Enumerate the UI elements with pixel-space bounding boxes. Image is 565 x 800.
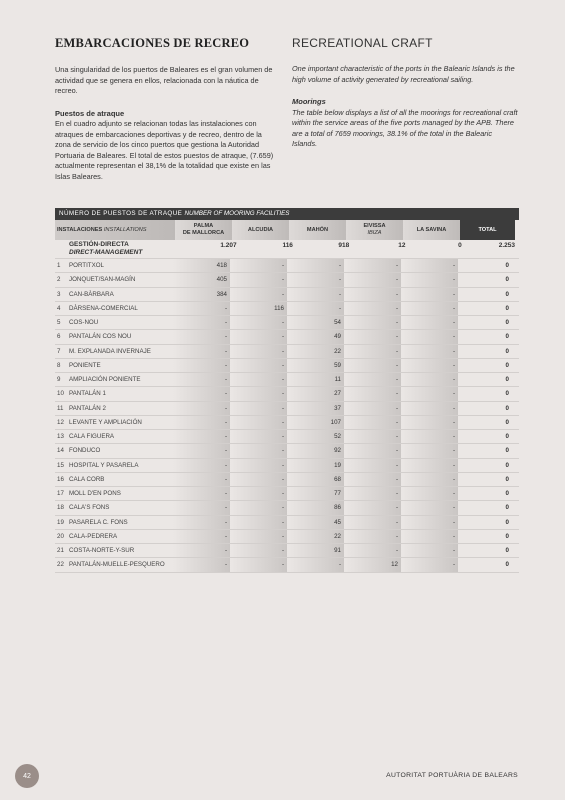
col-alcudia: ALCUDIA [232,220,289,240]
row-installation: PANTALÁN-MUELLE-PESQUERO [69,561,165,569]
cell-alcudia: - [230,259,287,272]
cell-savina: - [401,544,458,557]
cell-total: 0 [505,276,509,284]
col-total: TOTAL [460,220,515,240]
col-mahon: MAHÓN [289,220,346,240]
cell-eivissa: - [344,501,401,514]
cell-total: 0 [505,504,509,512]
cell-palma: - [173,387,230,400]
row-installation: M. EXPLANADA INVERNAJE [69,347,151,355]
row-number: 19 [57,518,64,526]
cell-palma: - [173,402,230,415]
subheading-es: Puestos de atraque [55,108,125,118]
table-row [55,273,519,287]
cell-palma: - [173,444,230,457]
row-number: 2 [57,276,61,284]
table-title [55,208,519,220]
cell-palma: - [173,359,230,372]
table-column-headers [55,220,519,240]
table-row [55,473,519,487]
cell-mahon: 37 [287,402,344,415]
row-number: 12 [57,418,64,426]
cell-mahon: 22 [287,530,344,543]
row-number: 3 [57,290,61,298]
cell-alcudia: - [230,430,287,443]
cell-savina: - [401,501,458,514]
table-row [55,558,519,572]
row-installation: CALA-PEDRERA [69,532,118,540]
cell-savina: - [401,345,458,358]
cell-eivissa: - [344,302,401,315]
table-row [55,430,519,444]
intro-en: One important characteristic of the ports in the Balearic Islands is the high volume of activity generated by recreational sailing. [292,64,515,84]
mgmt-mahon: 918 [338,242,350,249]
row-installation: CALA FIGUERA [69,433,115,441]
title-en: RECREATIONAL CRAFT [292,36,433,50]
cell-eivissa: - [344,316,401,329]
subheading-en: Moorings [292,97,326,106]
cell-savina: - [401,387,458,400]
cell-alcudia: 116 [230,302,287,315]
row-number: 13 [57,433,64,441]
cell-mahon: 11 [287,373,344,386]
cell-savina: - [401,316,458,329]
cell-savina: - [401,359,458,372]
cell-mahon: 59 [287,359,344,372]
cell-total: 0 [505,333,509,341]
cell-palma: - [173,302,230,315]
cell-mahon: - [287,259,344,272]
row-installation: DÀRSENA-COMERCIAL [69,304,138,312]
row-number: 21 [57,547,64,555]
row-installation: PORTITXOL [69,262,104,270]
cell-eivissa: - [344,330,401,343]
row-installation: COS-NOU [69,319,99,327]
cell-eivissa: - [344,259,401,272]
table-title-es: NÚMERO DE PUESTOS DE ATRAQUE [59,210,183,217]
cell-eivissa: - [344,516,401,529]
row-installation: JONQUET/SAN-MAGÍN [69,276,136,284]
cell-palma: 405 [173,273,230,286]
mgmt-total: 2.253 [498,242,516,249]
cell-mahon: 68 [287,473,344,486]
cell-savina: - [401,402,458,415]
intro-es: Una singularidad de los puertos de Baleares es el gran volumen de actividad que se genera en ellos, relacionada con la náutica de recreo. [55,65,273,95]
cell-palma: - [173,516,230,529]
table-row [55,530,519,544]
cell-total: 0 [505,347,509,355]
cell-eivissa: - [344,444,401,457]
cell-mahon: 52 [287,430,344,443]
cell-total: 0 [505,490,509,498]
cell-palma: - [173,345,230,358]
table-row [55,402,519,416]
cell-palma: 418 [173,259,230,272]
table-row [55,288,519,302]
cell-mahon: 45 [287,516,344,529]
row-installation: PONIENTE [69,361,101,369]
table-row [55,359,519,373]
table-row [55,544,519,558]
cell-alcudia: - [230,459,287,472]
cell-mahon: 19 [287,459,344,472]
row-installation: AMPLIACIÓN PONIENTE [69,376,141,384]
cell-palma: - [173,558,230,571]
cell-mahon: 91 [287,544,344,557]
row-number: 18 [57,504,64,512]
cell-savina: - [401,558,458,571]
row-number: 20 [57,532,64,540]
cell-eivissa: - [344,345,401,358]
row-installation: MOLL D'EN PONS [69,490,121,498]
cell-total: 0 [505,290,509,298]
cell-savina: - [401,259,458,272]
row-number: 10 [57,390,64,398]
cell-palma: - [173,373,230,386]
col-palma: PALMA DE MALLORCA [175,220,232,240]
table-row [55,302,519,316]
col-eivissa: EIVISSA IBIZA [346,220,403,240]
body-en: The table below displays a list of all the moorings for recreational craft within the service areas of the five ports managed by the APB. There are a total of 7659 moorings, 38.1% of the total in the Balearic Islands. [292,107,518,148]
cell-alcudia: - [230,345,287,358]
cell-savina: - [401,459,458,472]
row-number: 11 [57,404,64,412]
cell-total: 0 [505,361,509,369]
cell-palma: - [173,416,230,429]
cell-palma: - [173,330,230,343]
cell-eivissa: - [344,416,401,429]
body-es: En el cuadro adjunto se relacionan todas las instalaciones con atraques de embarcaciones deportivas y de recreo, dentro de la zona de servicio de los cinco puertos que gestiona la Autoridad Portuaria de Baleares. El total de estos puestos de atraque, (7.659) actualmente representan el 38,1% de la totalidad que existe en las Islas Baleares. [55,119,274,181]
cell-savina: - [401,288,458,301]
row-number: 22 [57,561,64,569]
cell-alcudia: - [230,558,287,571]
cell-palma: - [173,459,230,472]
cell-alcudia: - [230,416,287,429]
cell-mahon: - [287,302,344,315]
table-row [55,444,519,458]
cell-alcudia: - [230,330,287,343]
cell-alcudia: - [230,316,287,329]
cell-total: 0 [505,561,509,569]
cell-savina: - [401,330,458,343]
mgmt-eivissa: 12 [398,242,406,249]
cell-total: 0 [505,447,509,455]
table-row [55,373,519,387]
cell-mahon: 107 [287,416,344,429]
cell-eivissa: - [344,373,401,386]
table-row [55,516,519,530]
cell-palma: - [173,487,230,500]
row-installation: LEVANTE Y AMPLIACIÓN [69,418,142,426]
row-installation: PANTALÁN COS NOU [69,333,132,341]
row-number: 8 [57,361,61,369]
cell-savina: - [401,302,458,315]
direct-management-row [55,240,519,259]
cell-total: 0 [505,262,509,270]
cell-total: 0 [505,319,509,327]
cell-mahon: 22 [287,345,344,358]
page-number: 42 [15,764,39,788]
cell-alcudia: - [230,359,287,372]
mgmt-savina: 0 [458,242,462,249]
cell-savina: - [401,273,458,286]
english-column [292,36,518,150]
row-number: 4 [57,304,61,312]
row-installation: HOSPITAL Y PASARELA [69,461,139,469]
cell-eivissa: - [344,288,401,301]
col-savina: LA SAVINA [403,220,460,240]
cell-palma: - [173,430,230,443]
cell-alcudia: - [230,444,287,457]
cell-total: 0 [505,433,509,441]
row-number: 9 [57,376,61,384]
col-installations: INSTALACIONES INSTALLATIONS [55,220,175,240]
cell-mahon: 92 [287,444,344,457]
spanish-column [55,36,277,182]
row-installation: PANTALÁN 2 [69,404,106,412]
table-row [55,416,519,430]
cell-eivissa: - [344,387,401,400]
cell-mahon: 77 [287,487,344,500]
cell-alcudia: - [230,402,287,415]
row-installation: PANTALÁN 1 [69,390,106,398]
table-row [55,487,519,501]
row-installation: CALA CORB [69,475,105,483]
cell-eivissa: - [344,544,401,557]
cell-total: 0 [505,547,509,555]
row-number: 1 [57,262,61,270]
cell-total: 0 [505,404,509,412]
cell-total: 0 [505,376,509,384]
cell-mahon: - [287,288,344,301]
moorings-table [55,208,519,573]
cell-alcudia: - [230,487,287,500]
cell-total: 0 [505,475,509,483]
row-number: 14 [57,447,64,455]
cell-eivissa: - [344,402,401,415]
row-installation: CAN-BÀRBARA [69,290,114,298]
cell-savina: - [401,530,458,543]
cell-mahon: 27 [287,387,344,400]
row-number: 16 [57,475,64,483]
cell-savina: - [401,516,458,529]
cell-mahon: - [287,273,344,286]
cell-mahon: 49 [287,330,344,343]
cell-savina: - [401,416,458,429]
cell-mahon: 86 [287,501,344,514]
cell-savina: - [401,487,458,500]
cell-total: 0 [505,532,509,540]
row-number: 7 [57,347,61,355]
cell-mahon: - [287,558,344,571]
cell-total: 0 [505,518,509,526]
cell-alcudia: - [230,501,287,514]
table-row [55,259,519,273]
cell-eivissa: - [344,530,401,543]
row-number: 17 [57,490,64,498]
cell-eivissa: - [344,359,401,372]
row-number: 6 [57,333,61,341]
cell-palma: 384 [173,288,230,301]
cell-total: 0 [505,390,509,398]
cell-eivissa: - [344,459,401,472]
mgmt-alcudia: 116 [282,242,293,249]
cell-palma: - [173,530,230,543]
cell-mahon: 54 [287,316,344,329]
cell-alcudia: - [230,373,287,386]
row-installation: COSTA-NORTE-Y-SUR [69,547,135,555]
cell-alcudia: - [230,544,287,557]
title-es: EMBARCACIONES DE RECREO [55,36,250,50]
cell-total: 0 [505,304,509,312]
cell-alcudia: - [230,273,287,286]
cell-eivissa: - [344,487,401,500]
cell-savina: - [401,444,458,457]
cell-palma: - [173,544,230,557]
cell-alcudia: - [230,288,287,301]
table-row [55,345,519,359]
cell-palma: - [173,473,230,486]
cell-savina: - [401,473,458,486]
cell-eivissa: - [344,430,401,443]
cell-palma: - [173,316,230,329]
cell-alcudia: - [230,473,287,486]
row-installation: PASARELA C. FONS [69,518,128,526]
mgmt-palma: 1.207 [220,242,237,249]
cell-total: 0 [505,461,509,469]
cell-alcudia: - [230,530,287,543]
cell-alcudia: - [230,387,287,400]
table-title-en: NUMBER OF MOORING FACILITIES [184,210,290,217]
cell-savina: - [401,373,458,386]
cell-alcudia: - [230,516,287,529]
table-row [55,330,519,344]
cell-eivissa: - [344,273,401,286]
cell-savina: - [401,430,458,443]
cell-eivissa: 12 [344,558,401,571]
table-body [55,259,519,573]
footer-org: AUTORITAT PORTUÀRIA DE BALEARS [386,772,518,779]
cell-total: 0 [505,418,509,426]
mgmt-label: GESTIÓN-DIRECTA DIRECT-MANAGEMENT [69,241,143,256]
table-row [55,501,519,515]
row-number: 15 [57,461,64,469]
table-row [55,459,519,473]
row-number: 5 [57,319,61,327]
row-installation: FONDUCO [69,447,101,455]
cell-palma: - [173,501,230,514]
table-row [55,316,519,330]
cell-eivissa: - [344,473,401,486]
table-row [55,387,519,401]
row-installation: CALA'S FONS [69,504,110,512]
